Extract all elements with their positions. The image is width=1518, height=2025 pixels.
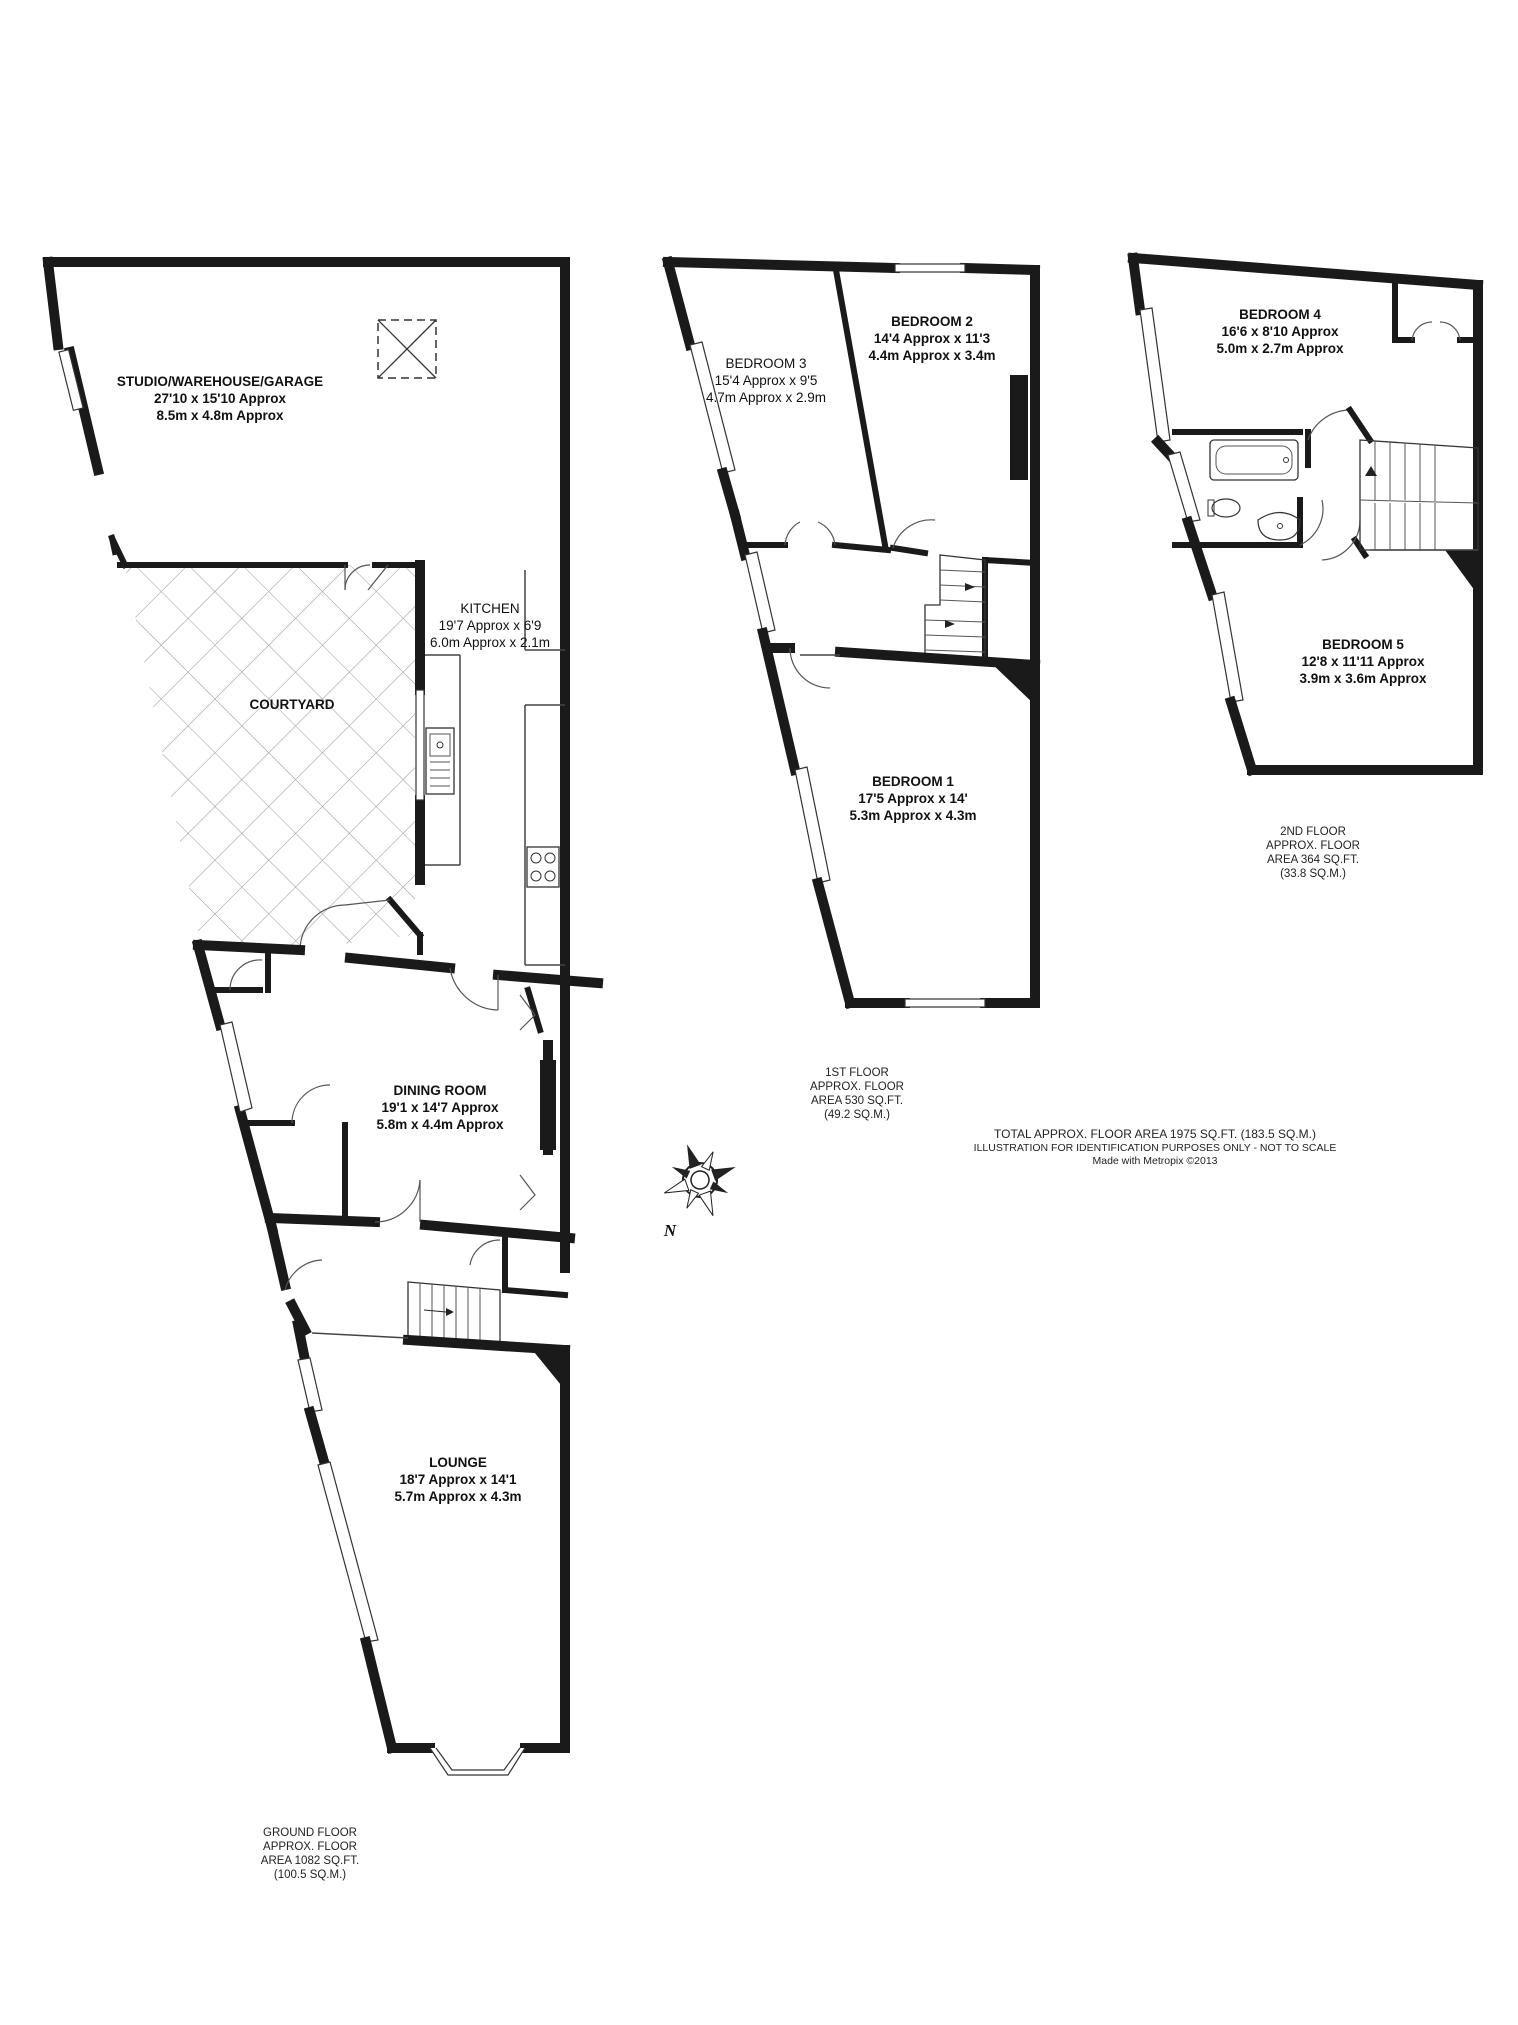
studio-metric: 8.5m x 4.8m Approx [156, 408, 284, 423]
second-floor-line-2: APPROX. FLOOR [1266, 840, 1360, 852]
lounge-metric: 5.7m Approx x 4.3m [394, 1489, 522, 1504]
second-floor-line-3: AREA 364 SQ.FT. [1266, 854, 1360, 866]
kitchen-metric: 6.0m Approx x 2.1m [429, 635, 551, 650]
bedroom-1-metric: 5.3m Approx x 4.3m [849, 808, 977, 823]
ground-floor-area-note [261, 1826, 359, 1882]
bathtub-icon [1210, 440, 1298, 480]
courtyard-label [249, 696, 334, 713]
bedroom-1-label [849, 773, 976, 824]
bedroom-3-label [706, 355, 826, 406]
bedroom-1-name: BEDROOM 1 [872, 774, 954, 789]
bedroom-4-imperial: 16'6 x 8'10 Approx [1221, 324, 1339, 339]
dining-room-imperial: 19'1 x 14'7 Approx [381, 1100, 499, 1115]
disclaimer-text: ILLUSTRATION FOR IDENTIFICATION PURPOSES ONLY - NOT TO SCALE [973, 1142, 1337, 1154]
kitchen-imperial: 19'7 Approx x 6'9 [438, 618, 542, 633]
first-floor-stairs [925, 555, 985, 660]
bedroom-5-metric: 3.9m x 3.6m Approx [1299, 671, 1427, 686]
dining-room-metric: 5.8m x 4.4m Approx [376, 1117, 504, 1132]
second-floor-line-4: (33.8 SQ.M.) [1280, 868, 1346, 880]
compass-rose-icon [651, 1131, 748, 1228]
first-floor-line-4: (49.2 SQ.M.) [824, 1109, 890, 1121]
toilet-icon [1208, 499, 1240, 517]
ground-floor-plan [48, 262, 598, 1775]
studio-label [117, 373, 323, 424]
courtyard-paving [125, 565, 415, 950]
first-floor-line-1: 1ST FLOOR [825, 1067, 889, 1079]
bedroom-5-label [1299, 636, 1426, 687]
bedroom-2-label [868, 313, 995, 364]
studio-name: STUDIO/WAREHOUSE/GARAGE [116, 374, 324, 389]
kitchen-sink-icon [426, 728, 454, 794]
bedroom-4-name: BEDROOM 4 [1239, 307, 1321, 322]
bay-window [430, 1748, 525, 1775]
bedroom-2-imperial: 14'4 Approx x 11'3 [873, 331, 991, 346]
first-floor-line-2: APPROX. FLOOR [810, 1081, 904, 1093]
lounge-label [394, 1454, 521, 1505]
lounge-imperial: 18'7 Approx x 14'1 [399, 1472, 517, 1487]
bedroom-5-name: BEDROOM 5 [1322, 637, 1404, 652]
studio-imperial: 27'10 x 15'10 Approx [153, 391, 286, 406]
ground-floor-line-4: (100.5 SQ.M.) [273, 1869, 347, 1881]
bedroom-3-metric: 4.7m Approx x 2.9m [705, 390, 827, 405]
first-floor-line-3: AREA 530 SQ.FT. [810, 1095, 904, 1107]
kitchen-label [430, 600, 550, 651]
bedroom-2-name: BEDROOM 2 [891, 314, 973, 329]
dining-room-label [376, 1082, 503, 1133]
bedroom-1-imperial: 17'5 Approx x 14' [858, 791, 968, 806]
hob-icon [527, 847, 559, 887]
second-floor-area-note [1266, 825, 1360, 881]
bedroom-4-metric: 5.0m x 2.7m Approx [1216, 341, 1344, 356]
ground-floor-stairs [408, 1282, 500, 1345]
kitchen-name: KITCHEN [460, 601, 520, 616]
second-floor-stairs [1360, 440, 1478, 550]
courtyard-name: COURTYARD [249, 697, 335, 712]
ground-floor-line-2: APPROX. FLOOR [263, 1841, 357, 1853]
bedroom-5-imperial: 12'8 x 11'11 Approx [1301, 654, 1425, 669]
ground-floor-line-1: GROUND FLOOR [263, 1827, 357, 1839]
basin-icon [1258, 513, 1300, 541]
dining-room-name: DINING ROOM [393, 1083, 487, 1098]
second-floor-line-1: 2ND FLOOR [1280, 826, 1346, 838]
bedroom-3-imperial: 15'4 Approx x 9'5 [714, 373, 818, 388]
compass-north-label: N [663, 1221, 677, 1240]
lounge-name: LOUNGE [429, 1455, 487, 1470]
bedroom-2-metric: 4.4m Approx x 3.4m [868, 348, 996, 363]
credit-text: Made with Metropix ©2013 [1092, 1155, 1218, 1167]
total-area-text: TOTAL APPROX. FLOOR AREA 1975 SQ.FT. (183.5 SQ.M.) [994, 1127, 1316, 1141]
ground-floor-line-3: AREA 1082 SQ.FT. [260, 1855, 360, 1867]
first-floor-area-note [810, 1066, 904, 1122]
bedroom-4-label [1216, 306, 1343, 357]
bedroom-3-name: BEDROOM 3 [725, 356, 807, 371]
total-area-note [974, 1128, 1337, 1168]
skylight-icon [378, 320, 436, 378]
